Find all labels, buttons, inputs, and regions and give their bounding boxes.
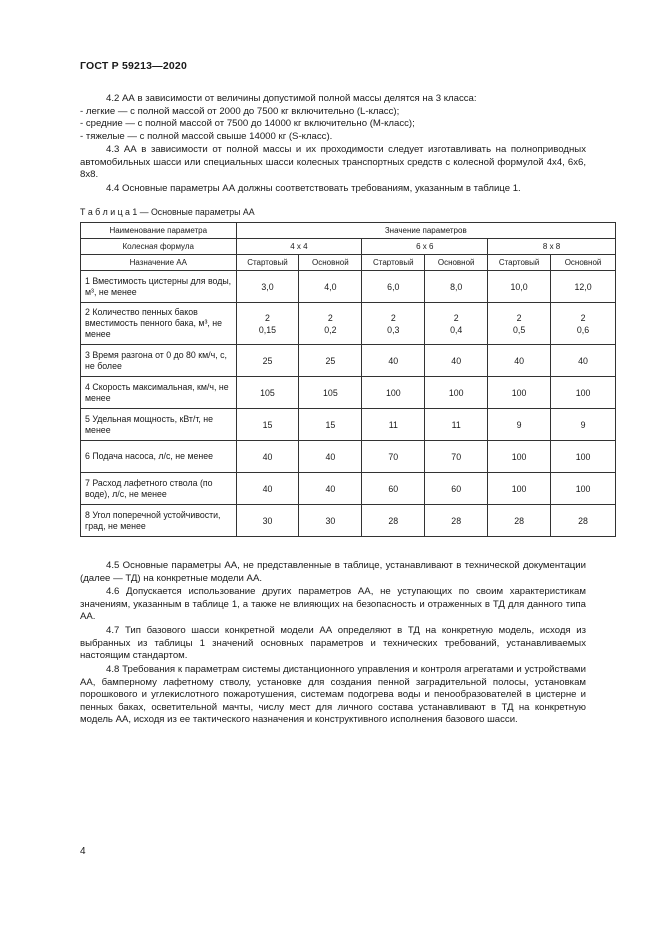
header-main: Основной <box>551 255 616 271</box>
value-cell: 40 <box>362 345 425 377</box>
section-4-7 <box>80 625 586 663</box>
para-4-5: 4.5 Основные параметры АА, не представленные в таблице, устанавливают в технической документации (далее — ТД) на конкретные модели АА. <box>80 560 586 584</box>
value-cell: 28 <box>551 505 616 537</box>
value-cell: 40 <box>236 441 299 473</box>
value-cell: 8,0 <box>425 271 488 303</box>
class-heavy: - тяжелые — с полной массой свыше 14000 кг (S-класс). <box>80 130 333 142</box>
table-header-row <box>81 223 616 239</box>
param-name-cell: 8 Угол поперечной устойчивости, град, не менее <box>81 505 237 537</box>
value-cell: 70 <box>362 441 425 473</box>
value-cell: 4,0 <box>299 271 362 303</box>
para-4-8: 4.8 Требования к параметрам системы дистанционного управления и контроля агрегатами и устройствами АА, бамперному лафетному стволу, установке для создания пенной заградительной полосы, установкам порошкового и углекислотного пожаротушения, системам подогрева воды и пенообразователей в цистерне и пенных баках, осветительной мачты, числу мест для личного состава устанавливают в ТД на конкретную модель АА, исходя из ее тактического назначения и конструктивного исполнения базового шасси. <box>80 664 586 726</box>
table-row <box>81 377 616 409</box>
value-cell: 11 <box>362 409 425 441</box>
para-4-3: 4.3 АА в зависимости от полной массы и их проходимости следует изготавливать на полноприводных автомобильных шасси или специальных шасси колесных транспортных средств с колесной формулой 4х4, 6х6, 8х8. <box>80 144 586 181</box>
section-4-4 <box>80 183 586 196</box>
value-cell: 100 <box>551 377 616 409</box>
table-row <box>81 441 616 473</box>
value-cell: 40 <box>551 345 616 377</box>
section-4-8 <box>80 664 586 727</box>
table-header-row <box>81 255 616 271</box>
section-4-2 <box>80 93 586 143</box>
para-4-2: 4.2 АА в зависимости от величины допустимой полной массы делятся на 3 класса: <box>106 93 477 104</box>
header-4x4: 4 х 4 <box>236 239 362 255</box>
value-cell: 12,0 <box>551 271 616 303</box>
value-cell: 100 <box>488 377 551 409</box>
value-cell: 40 <box>236 473 299 505</box>
table-body <box>81 271 616 537</box>
value-cell: 2 0,6 <box>551 303 616 345</box>
value-cell: 15 <box>299 409 362 441</box>
class-light: - легкие — с полной массой от 2000 до 7500 кг включительно (L-класс); <box>80 105 400 117</box>
table-row <box>81 271 616 303</box>
header-6x6: 6 х 6 <box>362 239 488 255</box>
parameters-table <box>80 222 616 537</box>
page-number: 4 <box>80 846 86 857</box>
value-cell: 3,0 <box>236 271 299 303</box>
value-cell: 2 0,15 <box>236 303 299 345</box>
value-cell: 60 <box>362 473 425 505</box>
header-start: Стартовый <box>488 255 551 271</box>
value-cell: 15 <box>236 409 299 441</box>
value-cell: 2 0,5 <box>488 303 551 345</box>
value-cell: 11 <box>425 409 488 441</box>
param-name-cell: 7 Расход лафетного ствола (по воде), л/с, не менее <box>81 473 237 505</box>
header-start: Стартовый <box>236 255 299 271</box>
value-cell: 6,0 <box>362 271 425 303</box>
header-8x8: 8 х 8 <box>488 239 616 255</box>
param-name-cell: 4 Скорость максимальная, км/ч, не менее <box>81 377 237 409</box>
table-row <box>81 473 616 505</box>
value-cell: 40 <box>299 473 362 505</box>
value-cell: 2 0,4 <box>425 303 488 345</box>
header-main: Основной <box>425 255 488 271</box>
document-id: ГОСТ Р 59213—2020 <box>80 60 188 72</box>
value-cell: 40 <box>299 441 362 473</box>
value-cell: 28 <box>362 505 425 537</box>
value-cell: 9 <box>488 409 551 441</box>
value-cell: 40 <box>425 345 488 377</box>
section-4-3 <box>80 144 586 182</box>
value-cell: 25 <box>236 345 299 377</box>
table-row <box>81 409 616 441</box>
value-cell: 25 <box>299 345 362 377</box>
param-name-cell: 1 Вместимость цистерны для воды, м³, не менее <box>81 271 237 303</box>
value-cell: 2 0,3 <box>362 303 425 345</box>
value-cell: 100 <box>488 473 551 505</box>
header-main: Основной <box>299 255 362 271</box>
value-cell: 60 <box>425 473 488 505</box>
value-cell: 40 <box>488 345 551 377</box>
para-4-7: 4.7 Тип базового шасси конкретной модели АА определяют в ТД на конкретную модель, исходя из выбранных из таблицы 1 значений основных параметров и технических требований, устанавливаемых настоящим стандартом. <box>80 625 586 662</box>
param-name-cell: 6 Подача насоса, л/с, не менее <box>81 441 237 473</box>
value-cell: 30 <box>236 505 299 537</box>
value-cell: 28 <box>425 505 488 537</box>
value-cell: 30 <box>299 505 362 537</box>
header-param-name: Наименование параметра <box>81 223 237 239</box>
value-cell: 70 <box>425 441 488 473</box>
value-cell: 100 <box>362 377 425 409</box>
header-purpose: Назначение АА <box>81 255 237 271</box>
value-cell: 105 <box>299 377 362 409</box>
section-4-6 <box>80 586 586 624</box>
header-values: Значение параметров <box>236 223 615 239</box>
table-caption: Т а б л и ц а 1 — Основные параметры АА <box>80 207 255 217</box>
value-cell: 100 <box>425 377 488 409</box>
table-row <box>81 303 616 345</box>
param-name-cell: 3 Время разгона от 0 до 80 км/ч, с, не более <box>81 345 237 377</box>
value-cell: 10,0 <box>488 271 551 303</box>
header-start: Стартовый <box>362 255 425 271</box>
class-medium: - средние — с полной массой от 7500 до 14000 кг включительно (М-класс); <box>80 118 415 130</box>
section-4-5 <box>80 560 586 585</box>
param-name-cell: 5 Удельная мощность, кВт/т, не менее <box>81 409 237 441</box>
table-row <box>81 345 616 377</box>
value-cell: 100 <box>488 441 551 473</box>
value-cell: 105 <box>236 377 299 409</box>
table-header-row <box>81 239 616 255</box>
value-cell: 9 <box>551 409 616 441</box>
value-cell: 100 <box>551 441 616 473</box>
value-cell: 28 <box>488 505 551 537</box>
table-row <box>81 505 616 537</box>
value-cell: 100 <box>551 473 616 505</box>
para-4-6: 4.6 Допускается использование других параметров АА, не уступающих по своим характеристикам значениям, указанным в таблице 1, а также не влияющих на безопасность и отраженных в ТД для данного типа АА. <box>80 586 586 623</box>
para-4-4: 4.4 Основные параметры АА должны соответствовать требованиям, указанным в таблице 1. <box>106 183 521 194</box>
value-cell: 2 0,2 <box>299 303 362 345</box>
param-name-cell: 2 Количество пенных баков вместимость пенного бака, м³, не менее <box>81 303 237 345</box>
header-wheel-formula: Колесная формула <box>81 239 237 255</box>
